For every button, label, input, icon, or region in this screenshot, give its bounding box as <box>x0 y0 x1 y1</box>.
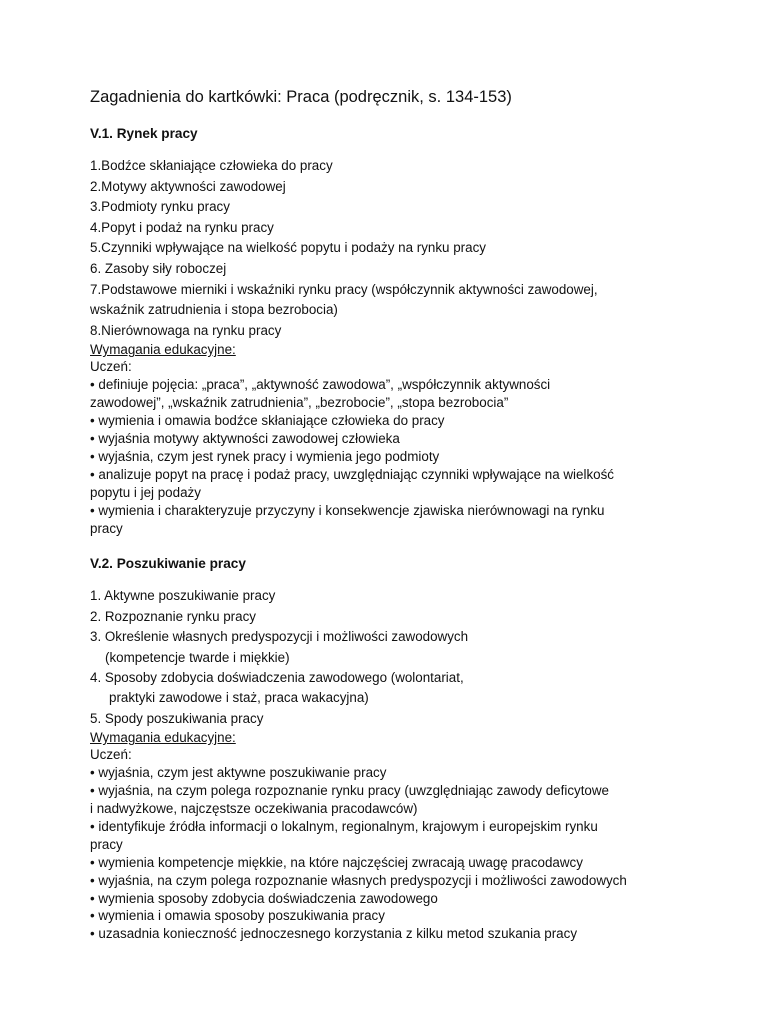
requirements-list <box>90 376 690 537</box>
requirement-item-continuation: pracy <box>90 836 123 852</box>
topic-item: 4. Sposoby zdobycia doświadczenia zawodowego (wolontariat, <box>90 670 464 686</box>
requirement-item-continuation: i nadwyżkowe, najczęstsze oczekiwania pracodawców) <box>90 800 418 816</box>
requirement-item: • definiuje pojęcia: „praca”, „aktywność zawodowa”, „współczynnik aktywności <box>90 377 551 393</box>
requirement-item: • wyjaśnia, czym jest aktywne poszukiwanie pracy <box>90 765 387 781</box>
topic-item: 6. Zasoby siły roboczej <box>90 260 227 276</box>
section-rynek-pracy <box>90 125 690 537</box>
requirement-item: • analizuje popyt na pracę i podaż pracy, uwzględniając czynniki wpływające na wielkość <box>90 466 614 482</box>
topic-item: 1. Aktywne poszukiwanie pracy <box>90 588 276 604</box>
topic-list <box>90 586 690 729</box>
section-poszukiwanie-pracy <box>90 555 690 943</box>
requirement-item: • uzasadnia konieczność jednoczesnego korzystania z kilku metod szukania pracy <box>90 926 578 942</box>
requirements-label: Wymagania edukacyjne: <box>90 342 236 358</box>
requirements-label: Wymagania edukacyjne: <box>90 730 236 746</box>
requirement-item-continuation: popytu i jej podaży <box>90 484 201 500</box>
requirement-item-continuation: zawodowej”, „wskaźnik zatrudnienia”, „bezrobocie”, „stopa bezrobocia” <box>90 395 509 411</box>
requirement-item: • wymienia kompetencje miękkie, na które najczęściej zwracają uwagę pracodawcy <box>90 854 583 870</box>
section-heading: V.2. Poszukiwanie pracy <box>90 556 246 572</box>
topic-item: 7.Podstawowe mierniki i wskaźniki rynku pracy (współczynnik aktywności zawodowej, <box>90 281 598 297</box>
requirement-item: • wyjaśnia motywy aktywności zawodowej człowieka <box>90 430 400 446</box>
student-label: Uczeń: <box>90 359 132 375</box>
requirement-item: • wymienia sposoby zdobycia doświadczenia zawodowego <box>90 890 438 906</box>
requirement-item: • identyfikuje źródła informacji o lokalnym, regionalnym, krajowym i europejskim rynku <box>90 818 598 834</box>
topic-item: 5. Spody poszukiwania pracy <box>90 710 264 726</box>
topic-item: 4.Popyt i podaż na rynku pracy <box>90 219 274 235</box>
topic-item: 2. Rozpoznanie rynku pracy <box>90 608 256 624</box>
requirement-item: • wyjaśnia, czym jest rynek pracy i wymienia jego podmioty <box>90 448 440 464</box>
section-heading: V.1. Rynek pracy <box>90 126 198 141</box>
requirement-item-continuation: pracy <box>90 520 123 536</box>
topic-item: 1.Bodźce skłaniające człowieka do pracy <box>90 158 333 173</box>
topic-item-continuation: (kompetencje twarde i miękkie) <box>105 649 290 665</box>
requirements-list <box>90 764 690 943</box>
requirement-item: • wymienia i charakteryzuje przyczyny i konsekwencje zjawiska nierównowagi na rynku <box>90 502 605 518</box>
requirement-item: • wyjaśnia, na czym polega rozpoznanie rynku pracy (uwzględniając zawody deficytowe <box>90 783 609 799</box>
topic-item: 5.Czynniki wpływające na wielkość popytu i podaży na rynku pracy <box>90 240 486 256</box>
document-title: Zagadnienia do kartkówki: Praca (podręcznik, s. 134-153) <box>90 88 512 106</box>
topic-item: 2.Motywy aktywności zawodowej <box>90 178 286 194</box>
topic-item: 3.Podmioty rynku pracy <box>90 199 230 215</box>
requirement-item: • wyjaśnia, na czym polega rozpoznanie własnych predyspozycji i możliwości zawodowych <box>90 872 627 888</box>
requirement-item: • wymienia i omawia sposoby poszukiwania pracy <box>90 908 385 924</box>
student-label: Uczeń: <box>90 747 132 763</box>
document-content <box>90 86 690 943</box>
requirement-item: • wymienia i omawia bodźce skłaniające człowieka do pracy <box>90 413 445 429</box>
topic-list <box>90 156 690 341</box>
topic-item: 8.Nierównowaga na rynku pracy <box>90 322 282 338</box>
topic-item-continuation: wskaźnik zatrudnienia i stopa bezrobocia) <box>90 302 338 318</box>
topic-item-continuation: praktyki zawodowe i staż, praca wakacyjna) <box>109 690 369 706</box>
topic-item: 3. Określenie własnych predyspozycji i możliwości zawodowych <box>90 629 469 645</box>
